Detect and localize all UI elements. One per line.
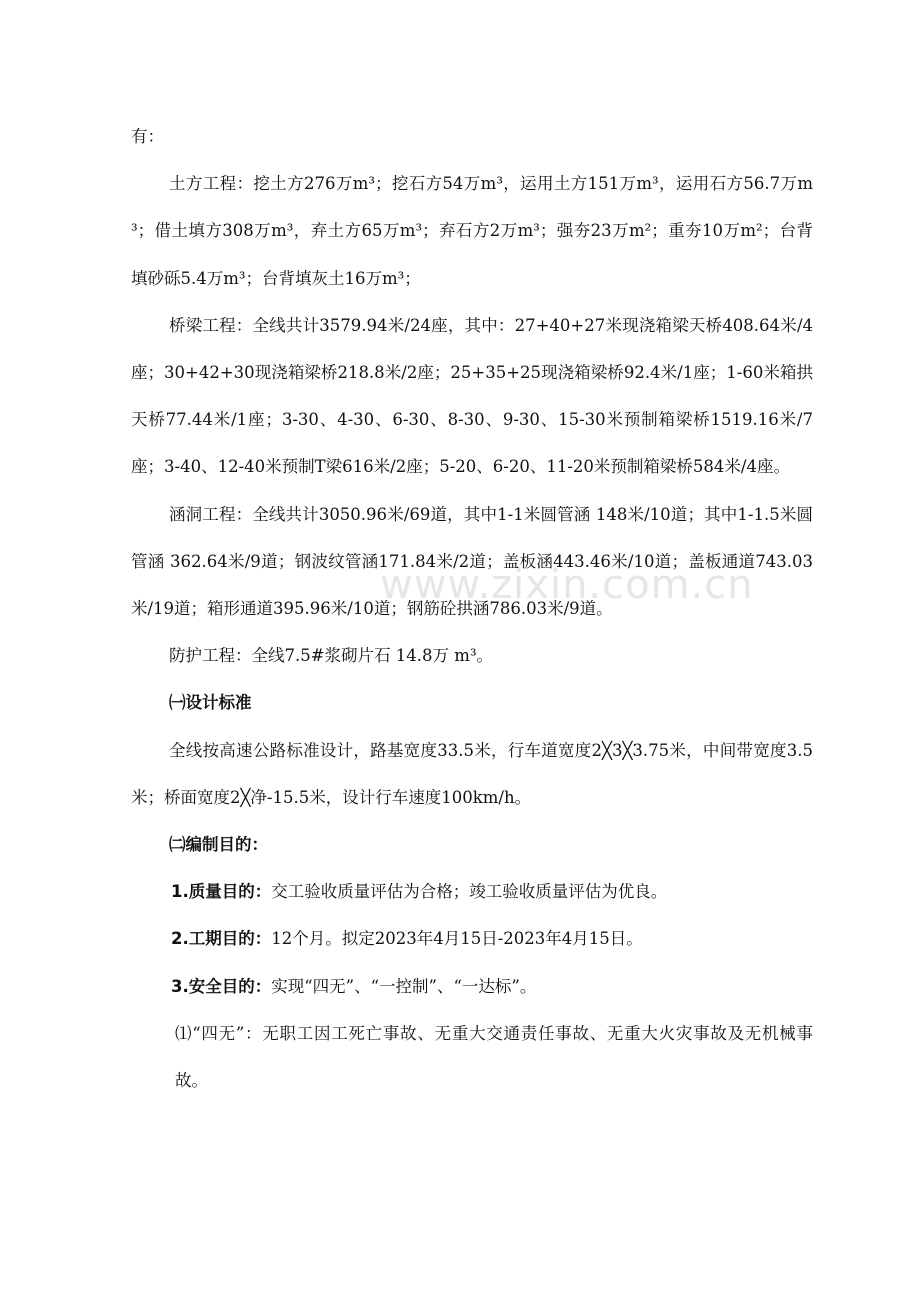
paragraph-protection-works: 防护工程：全线7.5#浆砌片石 14.8万 m³。 (169, 646, 494, 666)
goal-safety-label: 3.安全目的： (171, 976, 272, 996)
goal-quality-label: 1.质量目的： (171, 882, 272, 902)
goal-schedule (131, 915, 813, 962)
paragraph-continuation: 有： (131, 127, 164, 146)
goal-safety-text: 实现“四无”、“一控制”、“一达标”。 (271, 976, 537, 996)
paragraph-culvert-works: 涵洞工程：全线共计3050.96米/69道，其中1-1米圆管涵 148米/10道；其中1-1.5米圆管涵 362.64米/9道；钢波纹管涵171.84米/2道；盖板涵443.46米/10道；盖板通道743.03米/19道；箱形通道395.96米/10道；钢筋砼拱涵786.03米/9道。 (131, 504, 813, 619)
paragraph-design-standard: 全线按高速公路标准设计，路基宽度33.5米，行车道宽度2╳3╳3.75米，中间带宽度3.5米；桥面宽度2╳净-15.5米，设计行车速度100km/h。 (131, 740, 813, 807)
goal-schedule-label: 2.工期目的： (171, 929, 272, 949)
paragraph-four-nos: ⑴“四无”：无职工因工死亡事故、无重大交通责任事故、无重大火灾事故及无机械事故。 (175, 1023, 813, 1091)
paragraph-earthwork: 土方工程：挖土方276万m³；挖石方54万m³，运用土方151万m³，运用石方56.7万m³；借土填方308万m³，弃土方65万m³；弃石方2万m³；强夯23万m²；重夯10万m²；台背填砂砾5.4万m³；台背填灰土16万m³； (131, 174, 813, 288)
goal-safety (131, 963, 813, 1010)
watermark: www.zixin.com.cn (380, 562, 754, 608)
goal-quality (131, 868, 813, 915)
document-body (131, 113, 813, 1104)
heading-design-standard: ㈠设计标准 (169, 693, 252, 713)
heading-objectives: ㈡编制目的： (169, 835, 268, 855)
goal-quality-text: 交工验收质量评估为合格；竣工验收质量评估为优良。 (271, 882, 668, 902)
paragraph-bridge-works: 桥梁工程：全线共计3579.94米/24座，其中：27+40+27米现浇箱梁天桥408.64米/4座；30+42+30现浇箱梁桥218.8米/2座；25+35+25现浇箱梁桥92.4米/1座；1-60米箱拱天桥77.44米/1座；3-30、4-30、6-30、8-30、9-30、15-30米预制箱梁桥1519.16米/7座；3-40、12-40米预制T梁616米/2座；5-20、6-20、11-20米预制箱梁桥584米/4座。 (131, 315, 813, 477)
goal-schedule-text: 12个月。拟定2023年4月15日-2023年4月15日。 (271, 929, 643, 949)
